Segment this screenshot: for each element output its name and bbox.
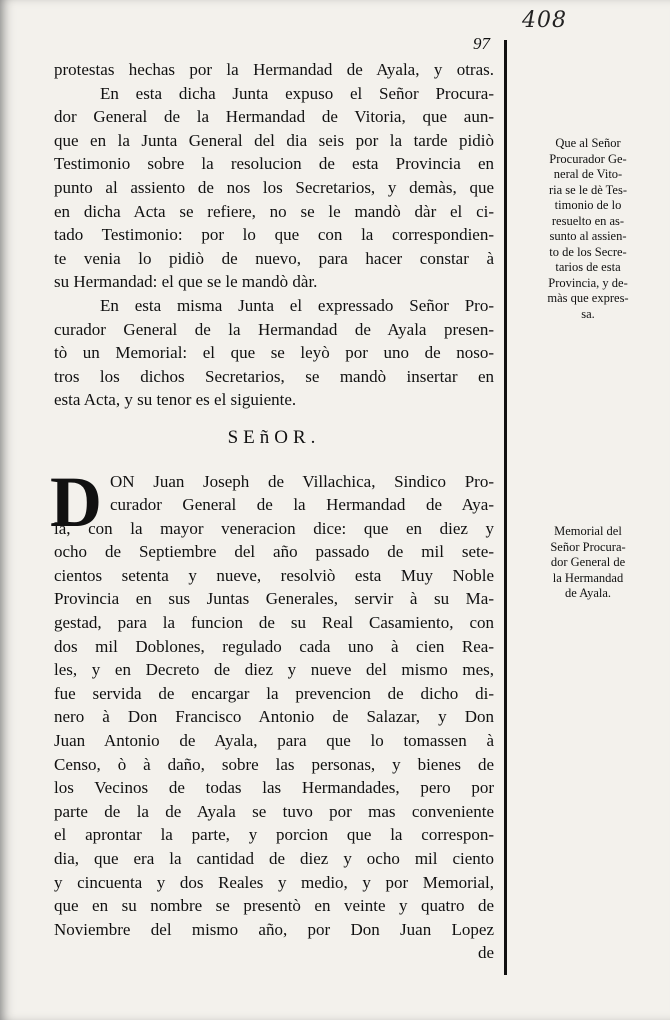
text-line: Juan Antonio de Ayala, para que lo tomassen à: [54, 731, 494, 751]
text-line: punto al assiento de nos los Secretarios, y demàs, que: [54, 177, 494, 197]
margin-note-line: Que al Señor: [555, 136, 621, 150]
text-line: cientos setenta y nueve, resolviò esta Muy Noble: [54, 565, 494, 585]
margin-note-line: Señor Procura-: [550, 539, 626, 554]
text-line: Testimonio sobre la resolucion de esta Provincia en: [54, 154, 494, 174]
text-line: dia, que era la cantidad de diez y ocho mil ciento: [54, 849, 494, 868]
margin-note-line: to de los Secre-: [549, 244, 627, 259]
text-line: Noviembre del mismo año, por Don Juan Lopez: [54, 919, 494, 939]
margin-note-line: Procurador Ge-: [549, 151, 627, 166]
text-line: el aprontar la parte, y porcion que la correspon-: [54, 825, 494, 845]
drop-cap: D: [50, 461, 102, 542]
margin-note-line: Provincia, y de-: [548, 275, 628, 290]
text-line: En esta dicha Junta expuso el Señor Procura-: [100, 83, 494, 103]
margin-note-line: tarios de esta: [555, 260, 621, 274]
margin-note-line: ria se le dè Tes-: [548, 182, 628, 197]
text-line: los Vecinos de todas las Hermandades, pero por: [54, 778, 494, 798]
margin-note-memorial: [514, 524, 662, 602]
margin-note-line: Memorial del: [554, 524, 622, 538]
text-line: dor General de la Hermandad de Vitoria, que aun-: [54, 107, 494, 127]
margin-note-line: sa.: [581, 306, 595, 321]
text-line: que en su nombre se presentò en veinte y quatro de: [54, 896, 494, 916]
text-line: les, y en Decreto de diez y nueve del mismo mes,: [54, 660, 494, 680]
page-number: 97: [473, 34, 490, 53]
handwritten-folio-number: 408: [522, 8, 567, 33]
margin-note-line: sunto al assien-: [549, 229, 627, 243]
catchword: de: [477, 943, 494, 963]
margin-rule: [504, 40, 507, 975]
text-line: en dicha Acta se refiere, no se le mandò dàr el ci-: [54, 201, 494, 221]
text-line: nero à Don Francisco Antonio de Salazar, y Don: [54, 707, 494, 727]
memorial-heading: SEñOR.: [227, 426, 321, 448]
text-line: curador General de la Hermandad de Aya-: [110, 495, 494, 515]
margin-note-line: la Hermandad: [552, 570, 624, 585]
text-line: tado Testimonio: por lo que con la correspondien-: [54, 225, 494, 245]
text-line: tò un Memorial: el que se leyò por uno de noso-: [54, 343, 494, 363]
text-line: esta Acta, y su tenor es el siguiente.: [54, 390, 297, 410]
margin-note-line: màs que expres-: [547, 291, 629, 305]
margin-note-line: de Ayala.: [564, 586, 612, 600]
text-line: tros los dichos Secretarios, se mandò insertar en: [54, 366, 494, 386]
text-line: ocho de Septiembre del año passado de mil sete-: [54, 542, 494, 562]
text-line: fue servida de encargar la prevencion de dicho di-: [54, 683, 494, 703]
margin-note-line: neral de Vito-: [553, 167, 623, 181]
text-line: protestas hechas por la Hermandad de Ayala, y otras.: [54, 60, 494, 79]
text-line: Provincia en sus Juntas Generales, servir à su Ma-: [54, 589, 494, 609]
margin-note-line: dor General de: [550, 555, 626, 569]
margin-note-line: timonio de lo: [554, 198, 622, 212]
margin-note-line: resuelto en as-: [551, 213, 625, 228]
text-line: la, con la mayor veneracion dice: que en diez y: [54, 518, 494, 538]
text-line: gestad, para la funcion de su Real Casamiento, con: [54, 613, 494, 633]
text-line: parte de la de Ayala se tuvo por mas conveniente: [54, 801, 494, 821]
margin-note-testimonio: [514, 136, 662, 322]
main-text-column: [50, 58, 494, 965]
text-line: En esta misma Junta el expressado Señor Pro-: [100, 295, 494, 315]
text-line: que en la Junta General del dia seis por la tarde pidiò: [54, 130, 494, 150]
text-line: dos mil Doblones, regulado cada uno à cien Rea-: [54, 636, 494, 656]
text-line: Censo, ò à daño, sobre las personas, y bienes de: [54, 754, 494, 774]
text-line: te venia lo pidiò de nuevo, para hacer constar à: [54, 248, 494, 268]
text-line: su Hermandad: el que se le mandò dàr.: [54, 272, 318, 292]
text-line: ON Juan Joseph de Villachica, Sindico Pro-: [110, 471, 494, 491]
text-line: curador General de la Hermandad de Ayala presen-: [54, 319, 494, 339]
text-line: y cincuenta y dos Reales y medio, y por Memorial,: [54, 872, 494, 892]
